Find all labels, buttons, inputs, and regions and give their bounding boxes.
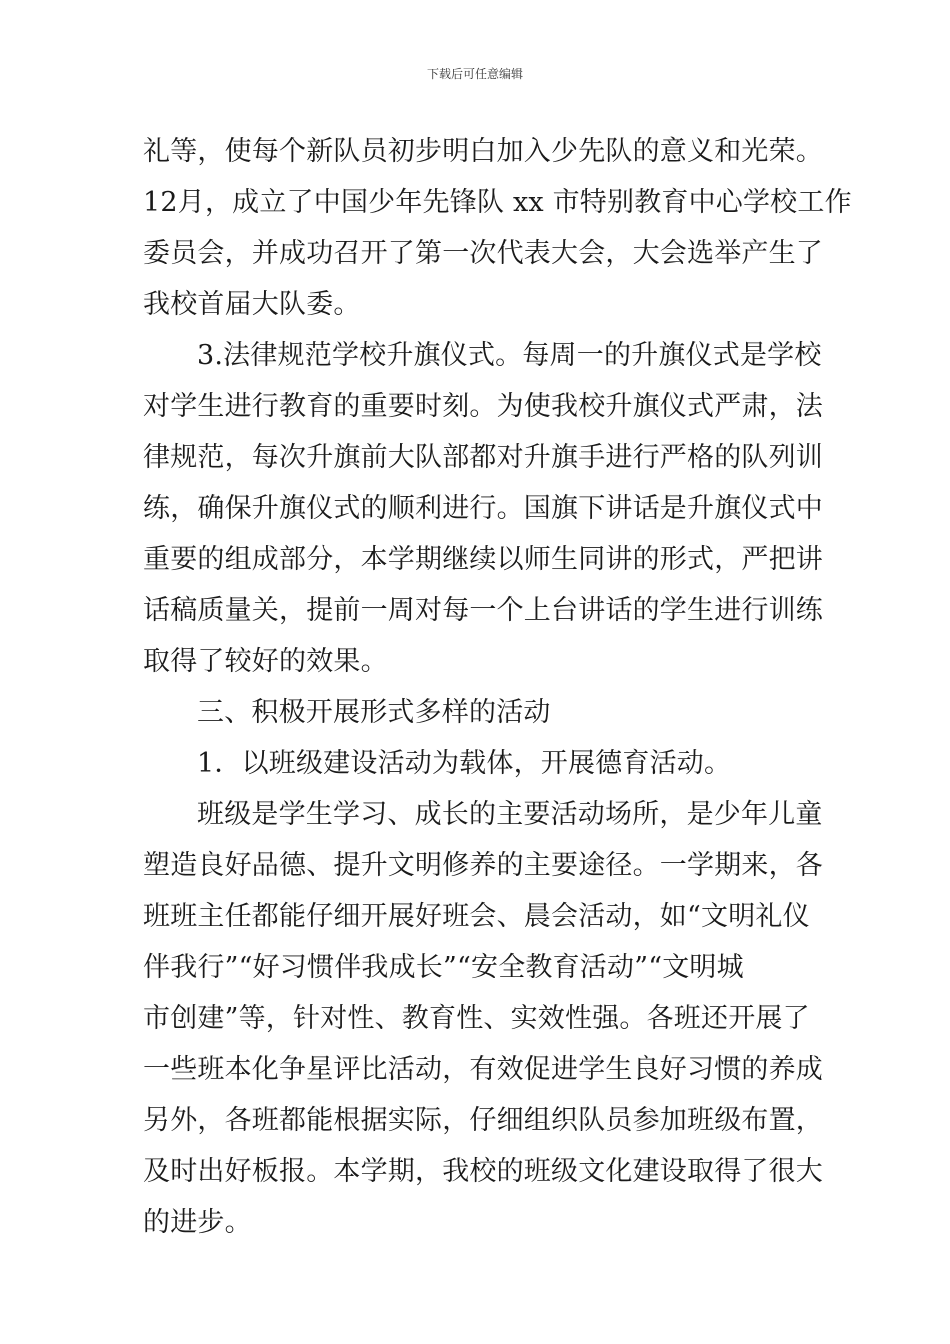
- text-line: 市创建”等，针对性、教育性、实效性强。各班还开展了: [143, 1003, 810, 1034]
- text-line: 3.法律规范学校升旗仪式。每周一的升旗仪式是学校: [197, 340, 822, 371]
- text-line: 话稿质量关，提前一周对每一个上台讲话的学生进行训练: [143, 595, 823, 626]
- text-line: 另外，各班都能根据实际，仔细组织队员参加班级布置，: [143, 1105, 823, 1136]
- section-heading: 三、积极开展形式多样的活动: [197, 697, 551, 728]
- text-line: 练，确保升旗仪式的顺利进行。国旗下讲话是升旗仪式中: [143, 493, 823, 524]
- text-line: 委员会，并成功召开了第一次代表大会，大会选举产生了: [143, 238, 823, 269]
- text-line: 一些班本化争星评比活动，有效促进学生良好习惯的养成: [143, 1054, 823, 1085]
- text-line: 伴我行”“好习惯伴我成长”“安全教育活动”“文明城: [143, 952, 744, 983]
- text-line: 重要的组成部分，本学期继续以师生同讲的形式，严把讲: [143, 544, 823, 575]
- text-line: 对学生进行教育的重要时刻。为使我校升旗仪式严肃，法: [143, 391, 823, 422]
- text-line: 班班主任都能仔细开展好班会、晨会活动，如“文明礼仪: [143, 901, 810, 932]
- text-line: 及时出好板报。本学期，我校的班级文化建设取得了很大: [143, 1156, 823, 1187]
- text-line: 我校首届大队委。: [143, 289, 361, 320]
- text-line: 塑造良好品德、提升文明修养的主要途径。一学期来，各: [143, 850, 823, 881]
- text-line: 律规范，每次升旗前大队部都对升旗手进行严格的队列训: [143, 442, 823, 473]
- subsection-heading: 1．以班级建设活动为载体，开展德育活动。: [197, 748, 732, 779]
- text-line: 12月，成立了中国少年先锋队 xx 市特别教育中心学校工作: [143, 187, 852, 218]
- text-line: 取得了较好的效果。: [143, 646, 388, 677]
- document-body: [143, 126, 852, 1248]
- text-line: 的进步。: [143, 1207, 252, 1238]
- text-line: 礼等，使每个新队员初步明白加入少先队的意义和光荣。: [143, 136, 823, 167]
- page-header: 下载后可任意编辑: [426, 67, 523, 81]
- text-line: 班级是学生学习、成长的主要活动场所，是少年儿童: [197, 799, 823, 830]
